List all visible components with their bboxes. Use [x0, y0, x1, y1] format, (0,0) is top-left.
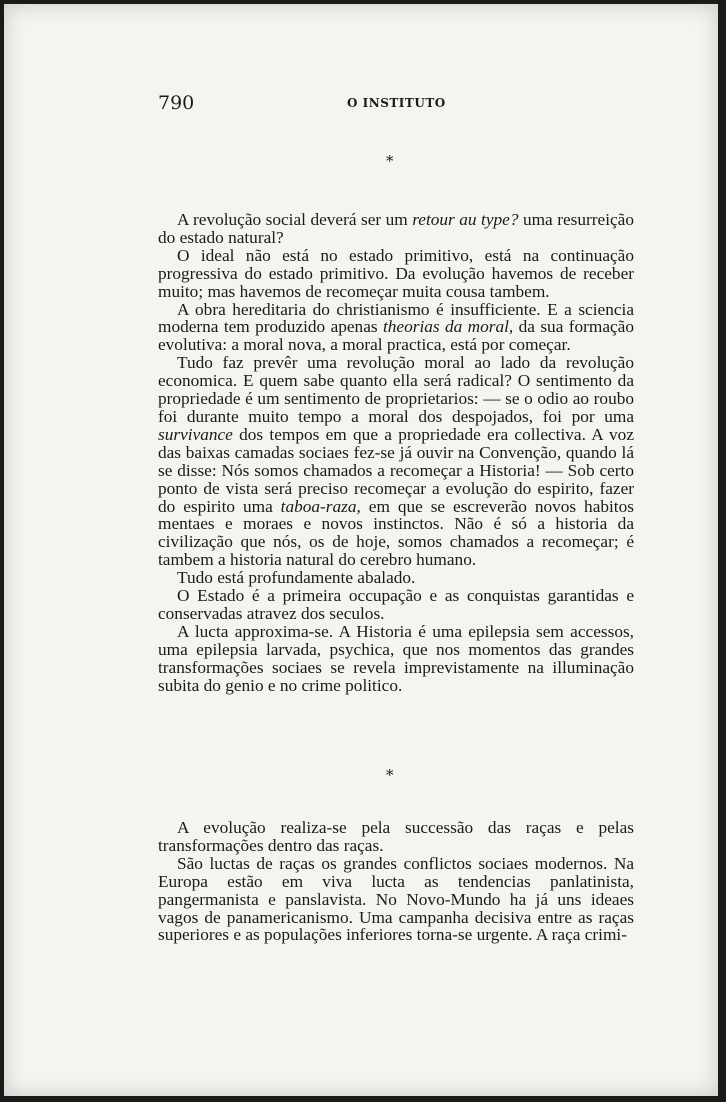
paragraph: São luctas de raças os grandes conflictos sociaes modernos. Na Europa estão em viva lucta as tendencias panlatinista, pangermanista e panslavista. No Novo-Mundo ha já uns ideaes vagos de panamericanismo. Uma campanha decisiva entre as raças superiores e as populações inferiores torna-se urgente. A raça crimi- — [158, 853, 634, 945]
italic-term: taboa-raza, — [280, 496, 361, 516]
page-number: 790 — [158, 92, 195, 114]
italic-term: retour au type? — [412, 210, 519, 229]
section-asterism: * — [386, 766, 394, 784]
italic-term: theorias da moral, — [382, 317, 514, 337]
paragraph: O ideal não está no estado primitivo, está na continuação progressiva do estado primitivo. Da evolução havemos de receber muito; mas havemos de recomeçar muita cousa tambem. — [158, 245, 634, 301]
paragraph: Tudo está profundamente abalado. — [177, 568, 416, 588]
section-1-text — [158, 211, 634, 694]
paragraph: Tudo faz prevêr uma revolução moral ao lado da revolução economica. E quem sabe quanto ella será radical? O sentimento da propriedade é um sentimento de proprietarios: — se o odio ao roubo foi durante muito tempo a moral dos despojados, foi por uma survivance dos tempos em que a propriedade era collectiva. A voz das baixas camadas sociaes fez-se já ouvir na Convenção, quando lá se disse: Nós somos chamados a recomeçar a Historia! — Sob certo ponto de vista será preciso recomeçar a evolução do espirito, fazer do espirito uma taboa-raza, em que se escreverão novos habitos mentaes e moraes e novos instinctos. Não é só a historia da civilização que nós, os de hoje, somos chamados a recomeçar; é tambem a historia natural do cerebro humano. — [158, 353, 634, 570]
paragraph: A revolução social deverá ser um retour au type? uma resurreição do estado natural? — [158, 210, 634, 247]
paragraph: A lucta approxima-se. A Historia é uma epilepsia sem accessos, uma epilepsia larvada, psychica, que nos momentos das grandes transformações sociaes se revela imprevistamente na illuminação subita do genio e no crime politico. — [158, 621, 634, 695]
paragraph: A obra hereditaria do christianismo é insufficiente. E a sciencia moderna tem produzido apenas theorias da moral, da sua formação evolutiva: a moral nova, a moral practica, está por começar. — [158, 299, 634, 355]
section-2-text — [158, 819, 634, 944]
italic-term: survivance — [158, 424, 233, 444]
section-asterism: * — [386, 152, 394, 170]
page-scan — [4, 4, 718, 1096]
paragraph: A evolução realiza-se pela successão das raças e pelas transformações dentro das raças. — [158, 818, 634, 855]
paragraph: O Estado é a primeira occupação e as conquistas garantidas e conservadas atravez dos seculos. — [158, 586, 634, 623]
running-title: O INSTITUTO — [347, 96, 446, 110]
